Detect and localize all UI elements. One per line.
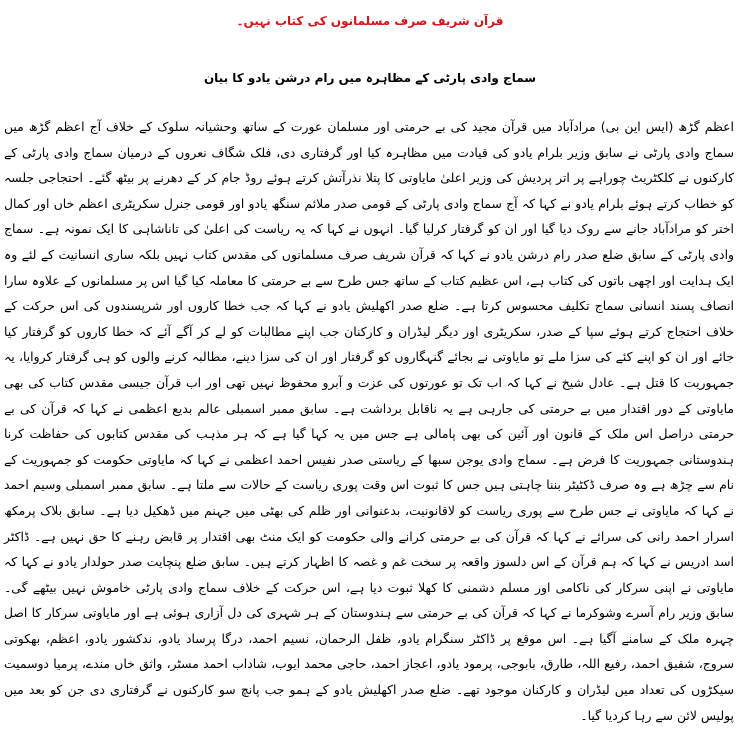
article-body bbox=[4, 114, 734, 728]
article-paragraph: اعظم گڑھ (ایس این بی) مرادآباد میں قرآن مجید کی بے حرمتی اور مسلمان عورت کے ساتھ وحشیانہ سلوک کے خلاف آج اعظم گڑھ میں سماج وادی پارٹی نے سابق وزیر بلرام یادو کی قیادت میں مظاہرہ کیا اور گرفتاری دی، فلک شگاف نعروں کے درمیان سماج وادی پارٹی کے کارکنوں نے کلکٹریٹ چوراہے پر اتر پردیش کی وزیر اعلیٰ مایاوتی کا پتلا نذرآتش کرتے ہوئے روڈ جام کر کے دھرنے پر بیٹھ گئے۔ احتجاجی جلسہ کو خطاب کرتے ہوئے بلرام یادو نے کہا کہ آج سماج وادی پارٹی کے قومی صدر ملائم سنگھ یادو اور قومی جنرل سکریٹری اعظم خاں اور کمال اختر کو مرادآباد جانے سے روک دیا گیا اور ان کو گرفتار کرلیا گیا۔ انہوں نے کہا کہ یہ ریاست کی اعلیٰ کی تاناشاہی کا ایک نمونہ ہے۔ سماج وادی پارٹی کے سابق ضلع صدر رام درشن یادو نے کہا کہ قرآن شریف صرف مسلمانوں کی مقدس کتاب نہیں بلکہ ساری انسانیت کے لئے وہ ایک ہدایت اور اچھی باتوں کی کتاب ہے، اس عظیم کتاب کے ساتھ جس طرح سے بے حرمتی کا معاملہ کیا گیا اس پر مسلمانوں کے علاوہ سارا انصاف پسند انسانی سماج تکلیف محسوس کرتا ہے۔ ضلع صدر اکھلیش یادو نے کہا کہ جب خطا کاروں اور شرپسندوں کی اس حرکت کے خلاف احتجاج کرتے ہوئے سپا کے صدر، سکریٹری اور دیگر لیڈران و کارکنان جب اپنے مطالبات کو لے کر آگے آئے کہ خطا کاروں کو گرفتار کیا جائے اور ان کو اپنے کئے کی سزا ملے تو مایاوتی نے بجائے گنہگاروں کو گرفتار اور ان کی سزا دینے، مطالبہ کرنے والوں کو ہی گرفتار کروایا، یہ جمہوریت کا قتل ہے۔ عادل شیخ نے کہا کہ اب تک تو عورتوں کی عزت و آبرو محفوظ نہیں تھی اور اب قرآن جیسی مقدس کتاب کی بھی مایاوتی کے دور اقتدار میں بے حرمتی کی جارہی ہے یہ ناقابل برداشت ہے۔ سابق ممبر اسمبلی عالم بدیع اعظمی نے کہا کہ قرآن کی بے حرمتی دراصل اس ملک کے قانون اور آئین کی بھی پامالی ہے جس میں یہ کہا گیا ہے کہ ہر مذہب کی مقدس کتابوں کی حفاظت کرنا ہندوستانی جمہوریت کا فرض ہے۔ سماج وادی یوجن سبھا کے ریاستی صدر نفیس احمد اعظمی نے کہا کہ مایاوتی حکومت کو جمہوریت کے نام سے چڑھ ہے وہ صرف ڈکٹیٹر بننا چاہتی ہیں جس کا ثبوت اس وقت پوری ریاست کے حالات سے ملتا ہے۔ سابق ممبر اسمبلی وسیم احمد نے کہا کہ مایاوتی نے جس طرح سے پوری ریاست کو لاقانونیت، بدعنوانی اور ظلم کی بھٹی میں جہنم میں ڈھکیل دیا ہے۔ سابق بلاک پرمکھ اسرار احمد رانی کی سرائے نے کہا کہ قرآن کی بے حرمتی کرانے والی حکومت کو ایک منٹ بھی اقتدار پر قابض رہنے کا حق نہیں ہے۔ ڈاکٹر اسد ادریس نے کہا کہ ہم قرآن کے اس دلسوز واقعہ پر سخت غم و غصہ کا اظہار کرتے ہیں۔ سابق ضلع پنچایت صدر حولدار یادو نے کہا کہ مایاوتی نے اپنی سرکار کی ناکامی اور مسلم دشمنی کا کھلا ثبوت دیا ہے، اس حرکت کے خلاف سماج وادی پارٹی خاموش نہیں بیٹھے گی۔ سابق وزیر رام آسرے وشوکرما نے کہا کہ قرآن کی بے حرمتی سے ہندوستان کے ہر شہری کی دل آزاری ہوئی ہے اور مایاوتی سرکار کا اصل چہرہ ملک کے سامنے آگیا ہے۔ اس موقع پر ڈاکٹر سنگرام یادو، ظفل الرحمان، نسیم احمد، درگا پرساد یادو، ندکشور یادو، اعظم، بھکوتی سروج، شفیق احمد، رفیع اللہ، طارق، بابوجی، پرمود یادو، اعجاز احمد، حاجی محمد ایوب، شاداب احمد مسٹر، واثق خاں مندے، پرمیا دوسمیت سیکڑوں کی تعداد میں لیڈران و کارکنان موجود تھے۔ ضلع صدر اکھلیش یادو کے ہمو جب پانچ سو کارکنوں نے گرفتاری دی جن کو بعد میں پولیس لائن سے رہا کردیا گیا۔ bbox=[4, 119, 735, 723]
main-headline: سماج وادی پارٹی کے مظاہرہ میں رام درشن یادو کا بیان bbox=[203, 71, 537, 85]
kicker-headline: قرآن شریف صرف مسلمانوں کی کتاب نہیں۔ bbox=[236, 14, 504, 28]
